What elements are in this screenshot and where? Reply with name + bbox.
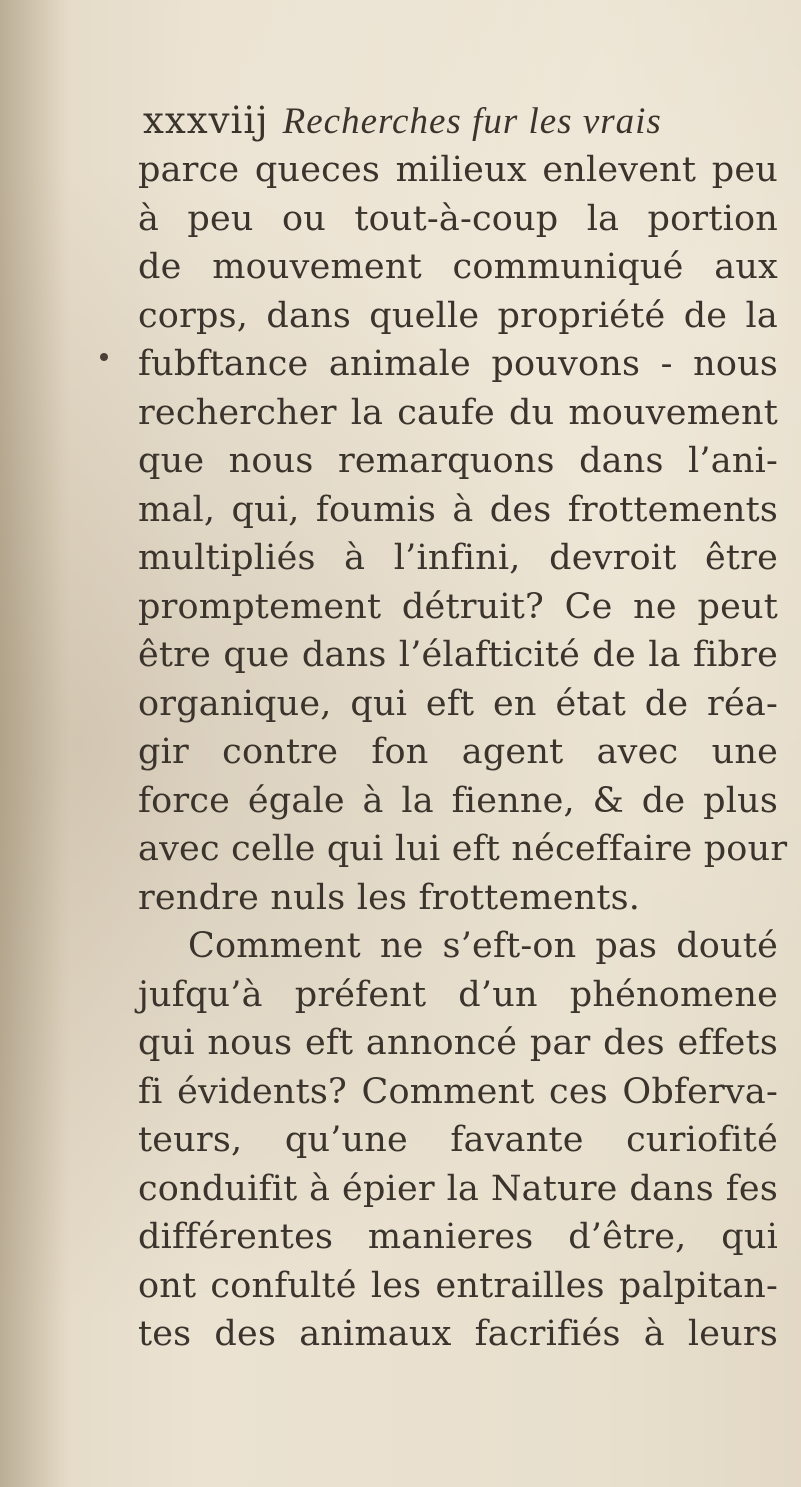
text-line: conduifit à épier la Nature dans fes <box>138 1168 778 1209</box>
running-title: Recherches fur les vrais <box>282 101 662 142</box>
text-line: parce queces milieux enlevent peu <box>138 150 778 190</box>
text-line: rendre nuls les frottements. <box>138 877 641 918</box>
text-line: Comment ne s’eft-on pas douté <box>188 926 778 966</box>
text-line: jufqu’à préfent d’un phénomene <box>138 974 778 1015</box>
text-line: à peu ou tout-à-coup la portion <box>138 198 778 239</box>
text-line: rechercher la caufe du mouvement <box>138 392 778 433</box>
text-line: fubftance animale pouvons - nous <box>138 344 778 384</box>
text-line: organique, qui eft en état de réa- <box>138 683 778 724</box>
text-line: de mouvement communiqué aux <box>138 247 778 287</box>
body-text <box>138 146 788 1359</box>
page-number: xxxviij <box>143 99 269 142</box>
text-line: avec celle qui lui eft néceffaire pour <box>138 829 788 869</box>
text-line: ont confulté les entrailles palpitan- <box>138 1265 778 1306</box>
text-line: teurs, qu’une favante curiofité <box>138 1120 778 1160</box>
text-line: être que dans l’élafticité de la fibre <box>138 635 778 675</box>
text-line: mal, qui, foumis à des frottements <box>138 489 778 530</box>
text-line: différentes manieres d’être, qui <box>138 1217 778 1257</box>
margin-mark <box>100 353 108 361</box>
page-gutter-shadow <box>0 0 70 1487</box>
running-header <box>143 96 743 146</box>
text-line: multipliés à l’infini, devroit être <box>138 538 778 578</box>
text-line: force égale à la fienne, & de plus <box>138 780 778 821</box>
text-line: fi évidents? Comment ces Obferva- <box>138 1071 778 1112</box>
text-line: qui nous eft annoncé par des effets <box>138 1023 778 1063</box>
text-line: corps, dans quelle propriété de la <box>138 295 778 336</box>
text-line: que nous remarquons dans l’ani- <box>138 441 778 481</box>
text-line: gir contre fon agent avec une <box>138 732 778 772</box>
text-line: tes des animaux facrifiés à leurs <box>138 1314 778 1354</box>
text-line: promptement détruit? Ce ne peut <box>138 586 778 627</box>
